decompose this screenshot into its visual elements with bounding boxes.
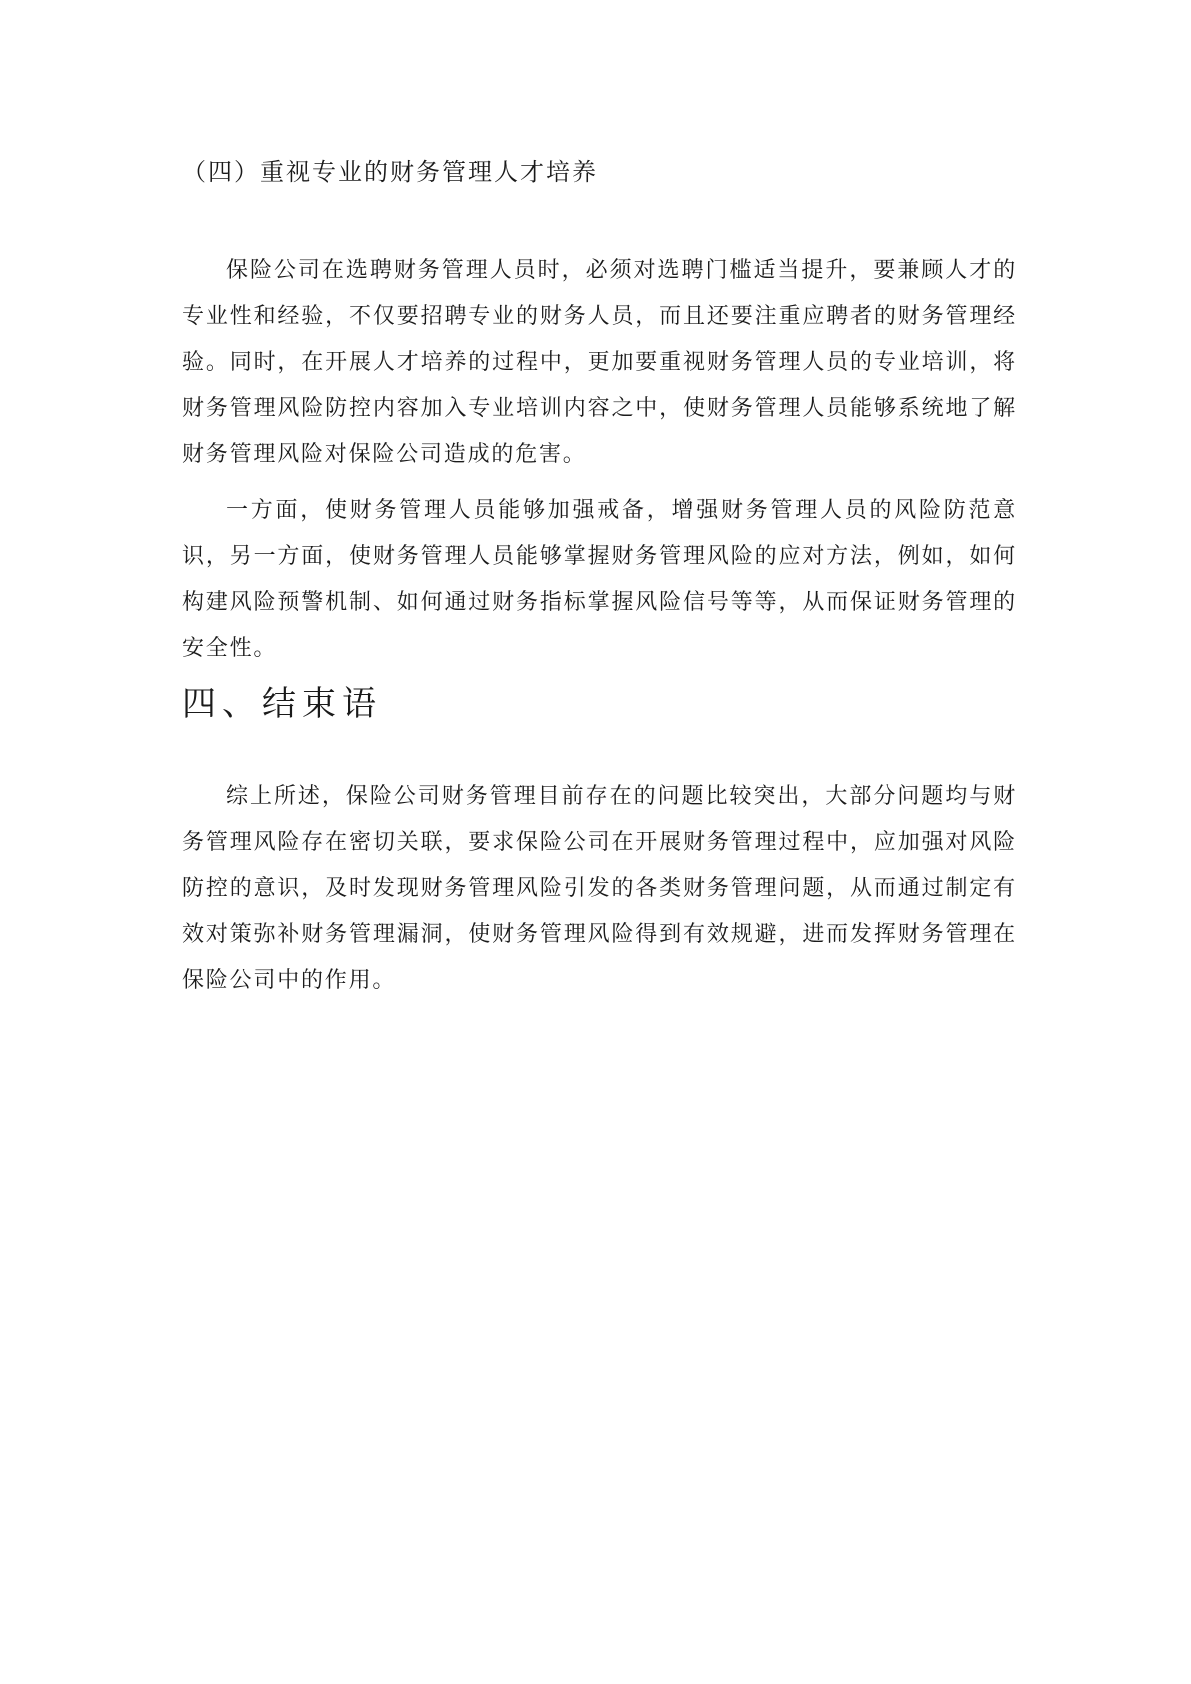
subheading-talent-cultivation: （四）重视专业的财务管理人才培养 [182, 158, 598, 186]
paragraph-conclusion: 综上所述，保险公司财务管理目前存在的问题比较突出，大部分问题均与财务管理风险存在密切关联，要求保险公司在开展财务管理过程中，应加强对风险防控的意识，及时发现财务管理风险引发的各类财务管理问题，从而通过制定有效对策弥补财务管理漏洞，使财务管理风险得到有效规避，进而发挥财务管理在保险公司中的作用。 [182, 784, 1017, 993]
document-body [182, 145, 1017, 1004]
paragraph-recruitment-training: 保险公司在选聘财务管理人员时，必须对选聘门槛适当提升，要兼顾人才的专业性和经验，不仅要招聘专业的财务人员，而且还要注重应聘者的财务管理经验。同时，在开展人才培养的过程中，更加要重视财务管理人员的专业培训，将财务管理风险防控内容加入专业培训内容之中，使财务管理人员能够系统地了解财务管理风险对保险公司造成的危害。 [182, 258, 1017, 467]
paragraph-risk-awareness: 一方面，使财务管理人员能够加强戒备，增强财务管理人员的风险防范意识，另一方面，使财务管理人员能够掌握财务管理风险的应对方法，例如，如何构建风险预警机制、如何通过财务指标掌握风险信号等等，从而保证财务管理的安全性。 [182, 498, 1017, 661]
section-heading-conclusion: 四、结束语 [182, 684, 382, 724]
